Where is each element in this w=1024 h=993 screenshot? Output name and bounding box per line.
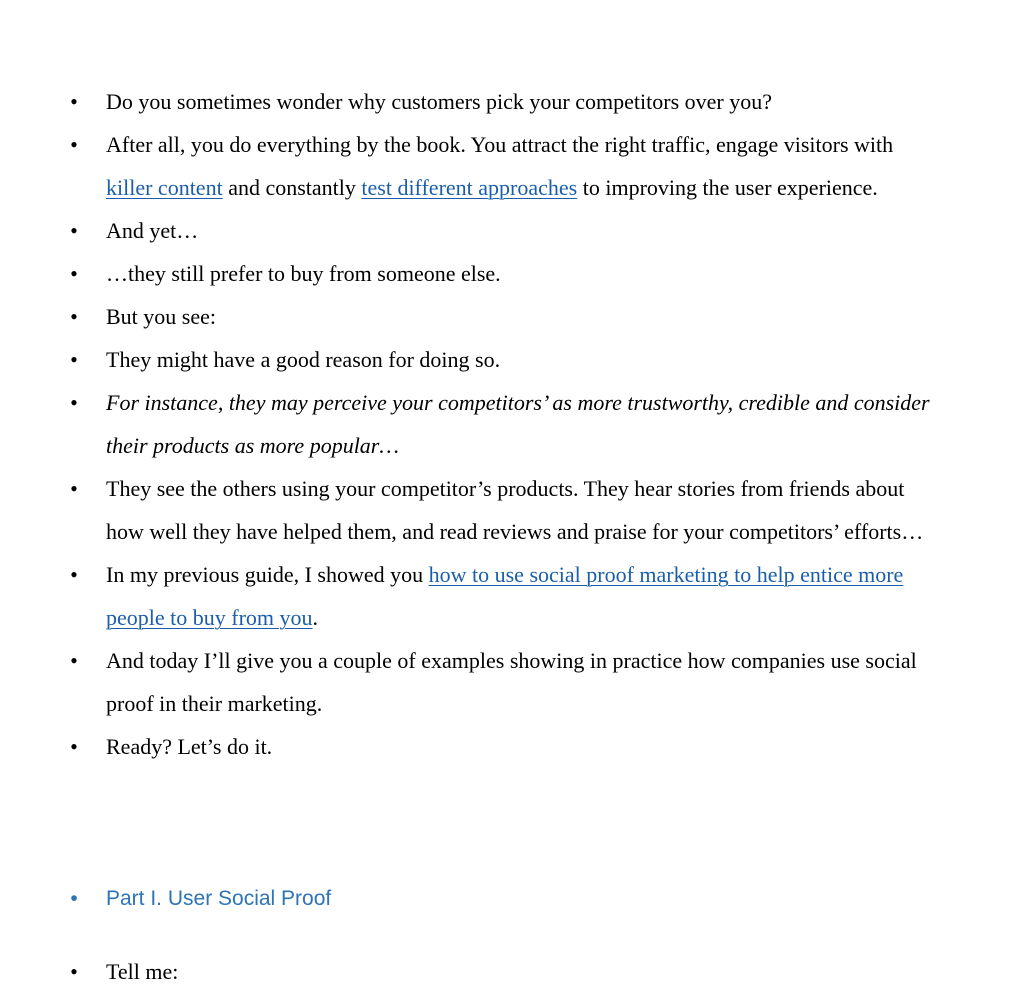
text-segment: and constantly bbox=[222, 175, 362, 200]
list-item-by-the-book bbox=[0, 123, 1024, 209]
list-item-good-reason bbox=[0, 338, 1024, 381]
bullet-icon: • bbox=[70, 648, 78, 673]
bullet-icon: • bbox=[70, 218, 78, 243]
section-heading-text: Part I. User Social Proof bbox=[106, 887, 332, 910]
list-item-competitors-question bbox=[0, 80, 1024, 123]
list-item-and-yet bbox=[0, 209, 1024, 252]
list-item-text: Tell me: bbox=[106, 959, 179, 984]
section-heading bbox=[0, 877, 1024, 920]
list-item-text: Ready? Let’s do it. bbox=[106, 734, 273, 759]
list-item-text: They might have a good reason for doing so. bbox=[106, 347, 501, 372]
bullet-icon: • bbox=[70, 887, 78, 910]
list-item-others-using bbox=[0, 467, 1024, 553]
list-item-text: Do you sometimes wonder why customers pick your competitors over you? bbox=[106, 89, 772, 114]
bullet-icon: • bbox=[70, 734, 78, 759]
list-item-tell-me bbox=[0, 950, 1024, 993]
list-item-today-examples bbox=[0, 639, 1024, 725]
text-segment: . bbox=[312, 605, 319, 630]
link-social-proof-guide[interactable]: how to use social proof marketing to help entice more people to buy from you bbox=[106, 562, 904, 630]
text-segment: After all, you do everything by the book. You attract the right traffic, engage visitors with bbox=[106, 132, 894, 157]
list-item-text bbox=[106, 562, 903, 630]
bullet-list bbox=[0, 80, 1024, 768]
list-item-text bbox=[106, 132, 893, 200]
bullet-icon: • bbox=[70, 261, 78, 286]
text-segment: In my previous guide, I showed you bbox=[106, 562, 429, 587]
list-item-buy-elsewhere bbox=[0, 252, 1024, 295]
bullet-icon: • bbox=[70, 132, 78, 157]
bullet-icon: • bbox=[70, 390, 78, 415]
bullet-icon: • bbox=[70, 959, 78, 984]
list-item-for-instance bbox=[0, 381, 1024, 467]
bullet-icon: • bbox=[70, 304, 78, 329]
list-item-text: …they still prefer to buy from someone else. bbox=[106, 261, 501, 286]
heading-list bbox=[0, 877, 1024, 920]
link-killer-content[interactable]: killer content bbox=[106, 175, 223, 200]
text-segment: to improving the user experience. bbox=[577, 175, 878, 200]
list-item-text: They see the others using your competitor’s products. They hear stories from friends about how well they have helped them, and read reviews and praise for your competitors’ efforts… bbox=[106, 476, 924, 544]
bullet-icon: • bbox=[70, 562, 78, 587]
list-item-text: But you see: bbox=[106, 304, 216, 329]
bullet-icon: • bbox=[70, 89, 78, 114]
list-item-but-you-see bbox=[0, 295, 1024, 338]
list-item-text: And yet… bbox=[106, 218, 199, 243]
bullet-icon: • bbox=[70, 347, 78, 372]
list-item-text: For instance, they may perceive your competitors’ as more trustworthy, credible and consider their products as more popular… bbox=[106, 390, 930, 458]
list-item-previous-guide bbox=[0, 553, 1024, 639]
bullet-list-continued bbox=[0, 950, 1024, 993]
list-item-ready bbox=[0, 725, 1024, 768]
link-test-different-approaches[interactable]: test different approaches bbox=[361, 175, 578, 200]
bullet-icon: • bbox=[70, 476, 78, 501]
list-item-text: And today I’ll give you a couple of examples showing in practice how companies use social proof in their marketing. bbox=[106, 648, 917, 716]
